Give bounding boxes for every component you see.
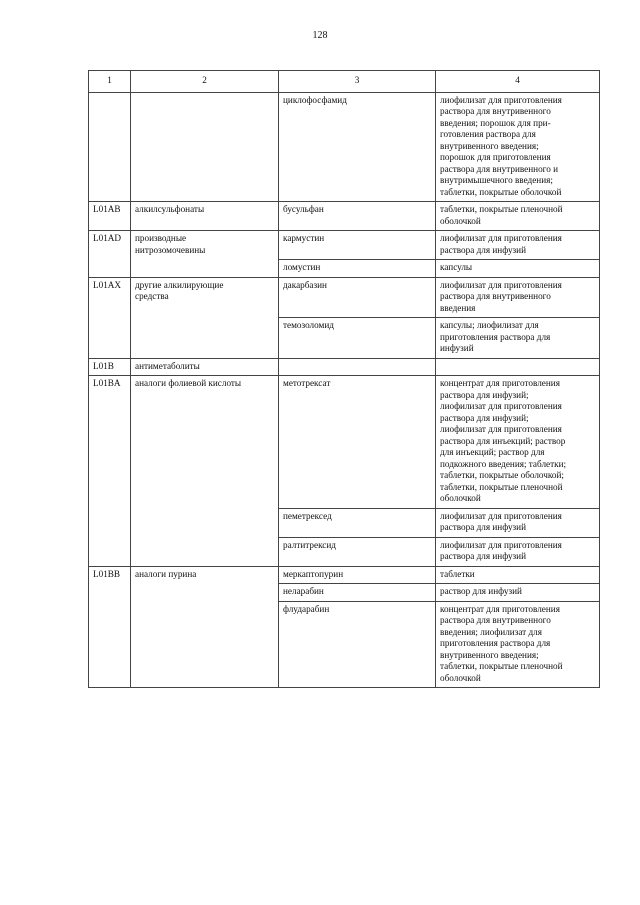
dosage-form-cell: лиофилизат для приготовления раствора для инфузий <box>436 537 600 566</box>
drug-name-cell: темозоломид <box>279 318 436 359</box>
table-row <box>89 566 600 584</box>
header-col-3: 3 <box>279 71 436 93</box>
table-row <box>89 92 600 202</box>
header-col-2: 2 <box>131 71 279 93</box>
dosage-form-cell: капсулы; лиофилизат для приготовления раствора для инфузий <box>436 318 600 359</box>
atc-code-cell: L01BA <box>89 376 131 567</box>
dosage-form-cell: капсулы <box>436 260 600 278</box>
drug-name-cell: меркаптопурин <box>279 566 436 584</box>
page-number: 128 <box>312 30 328 41</box>
header-col-1: 1 <box>89 71 131 93</box>
dosage-form-cell <box>436 358 600 376</box>
atc-code-cell: L01AX <box>89 277 131 358</box>
drug-name-cell <box>279 358 436 376</box>
dosage-form-cell: лиофилизат для приготовления раствора для внутривенного введения <box>436 277 600 318</box>
dosage-form-cell: лиофилизат для приготовления раствора для внутривенного введения; порошок для при- готовления раствора для внутривенного введения; порошок для приготовления раствора для внутривенного и внутримышечного введения; таблетки, покрытые оболочкой <box>436 92 600 202</box>
drug-name-cell: ралтитрексид <box>279 537 436 566</box>
table-row <box>89 202 600 231</box>
table-row <box>89 231 600 260</box>
dosage-form-cell: таблетки <box>436 566 600 584</box>
group-cell: алкилсульфонаты <box>131 202 279 231</box>
atc-code-cell: L01AD <box>89 231 131 278</box>
table-row <box>89 358 600 376</box>
dosage-form-cell: концентрат для приготовления раствора для внутривенного введения; лиофилизат для приготовления раствора для внутривенного введения; таблетки, покрытые пленочной оболочкой <box>436 601 600 688</box>
header-col-4: 4 <box>436 71 600 93</box>
atc-code-cell: L01AB <box>89 202 131 231</box>
drug-name-cell: ломустин <box>279 260 436 278</box>
drug-name-cell: метотрексат <box>279 376 436 509</box>
group-cell: аналоги пурина <box>131 566 279 688</box>
dosage-form-cell: концентрат для приготовления раствора для инфузий; лиофилизат для приготовления раствора для инфузий; лиофилизат для приготовления раствора для инъекций; раствор для инъекций; раствор для подкожного введения; таблетки; таблетки, покрытые оболочкой; таблетки, покрытые пленочной оболочкой <box>436 376 600 509</box>
group-cell: производные нитрозомочевины <box>131 231 279 278</box>
dosage-form-cell: лиофилизат для приготовления раствора для инфузий <box>436 508 600 537</box>
drug-name-cell: бусульфан <box>279 202 436 231</box>
table-row <box>89 277 600 318</box>
table-row <box>89 376 600 509</box>
drug-name-cell: циклофосфамид <box>279 92 436 202</box>
dosage-form-cell: лиофилизат для приготовления раствора для инфузий <box>436 231 600 260</box>
atc-code-cell: L01BB <box>89 566 131 688</box>
drug-name-cell: дакарбазин <box>279 277 436 318</box>
group-cell: другие алкилирующие средства <box>131 277 279 358</box>
drug-name-cell: пеметрексед <box>279 508 436 537</box>
drug-name-cell: кармустин <box>279 231 436 260</box>
dosage-form-cell: таблетки, покрытые пленочной оболочкой <box>436 202 600 231</box>
drug-table <box>88 70 600 688</box>
dosage-form-cell: раствор для инфузий <box>436 584 600 602</box>
group-cell <box>131 92 279 202</box>
group-cell: антиметаболиты <box>131 358 279 376</box>
atc-code-cell: L01B <box>89 358 131 376</box>
atc-code-cell <box>89 92 131 202</box>
drug-name-cell: неларабин <box>279 584 436 602</box>
drug-name-cell: флударабин <box>279 601 436 688</box>
table-header-row <box>89 71 600 93</box>
group-cell: аналоги фолиевой кислоты <box>131 376 279 567</box>
